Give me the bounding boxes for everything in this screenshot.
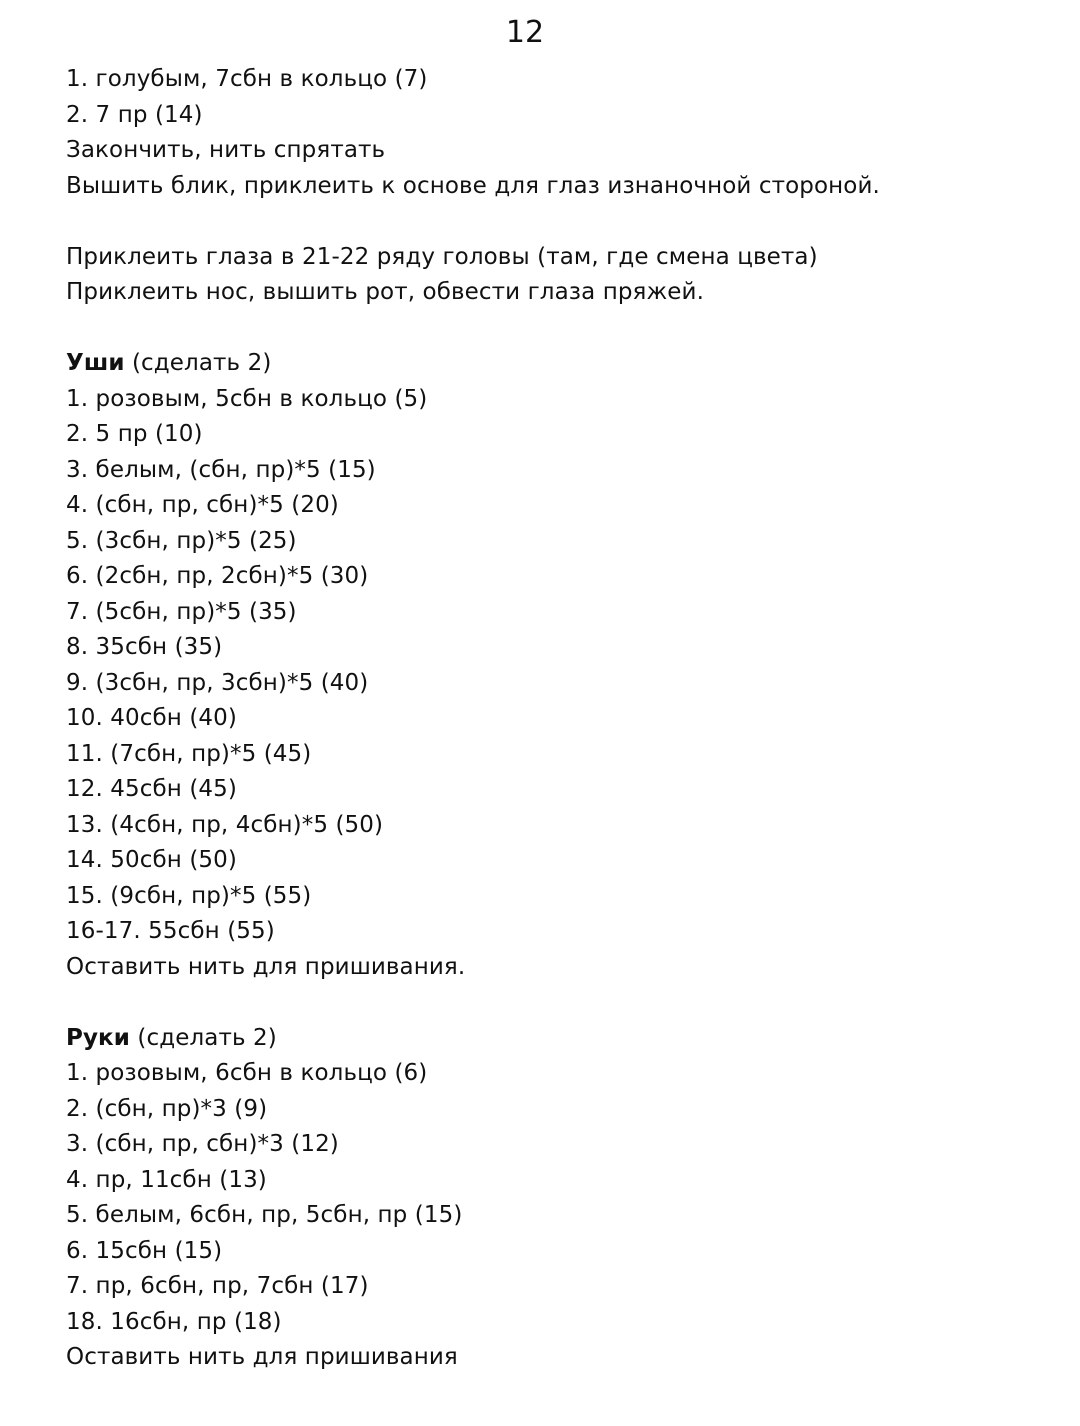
ears-row: 14. 50сбн (50) <box>66 847 237 873</box>
ears-row: 6. (2сбн, пр, 2сбн)*5 (30) <box>66 563 369 589</box>
arms-row: 4. пр, 11сбн (13) <box>66 1166 267 1193</box>
document-body <box>66 62 1046 1376</box>
eyes-finish-note: Закончить, нить спрятать <box>66 137 386 163</box>
spacer <box>66 985 1046 1021</box>
ears-row: 5. (3сбн, пр)*5 (25) <box>66 527 297 554</box>
ears-subtitle: (сделать 2) <box>124 350 272 376</box>
ears-row: 3. белым, (сбн, пр)*5 (15) <box>66 456 376 483</box>
assembly-line-eyes: Приклеить глаза в 21-22 ряду головы (там, где смена цвета) <box>66 243 818 270</box>
assembly-line-nose: Приклеить нос, вышить рот, обвести глаза пряжей. <box>66 279 705 305</box>
ears-section <box>66 346 1046 985</box>
arms-row: 18. 16сбн, пр (18) <box>66 1308 282 1335</box>
ears-row: 9. (3сбн, пр, 3сбн)*5 (40) <box>66 669 369 696</box>
spacer <box>66 311 1046 347</box>
arms-title: Руки <box>66 1024 130 1051</box>
ears-row: 8. 35сбн (35) <box>66 634 223 660</box>
arms-finish-note: Оставить нить для пришивания <box>66 1344 458 1370</box>
arms-heading <box>66 1021 1046 1057</box>
ears-row: 15. (9сбн, пр)*5 (55) <box>66 882 312 909</box>
eyes-row-1: 1. голубым, 7сбн в кольцо (7) <box>66 66 428 92</box>
arms-row: 1. розовым, 6сбн в кольцо (6) <box>66 1060 428 1086</box>
spacer <box>66 204 1046 240</box>
ears-row: 13. (4сбн, пр, 4сбн)*5 (50) <box>66 811 384 838</box>
eyes-highlight-note: Вышить блик, приклеить к основе для глаз изнаночной стороной. <box>66 172 880 199</box>
ears-title: Уши <box>66 350 125 376</box>
ears-row: 11. (7сбн, пр)*5 (45) <box>66 740 312 767</box>
arms-section <box>66 1021 1046 1376</box>
ears-row: 7. (5сбн, пр)*5 (35) <box>66 598 297 625</box>
arms-row: 3. (сбн, пр, сбн)*3 (12) <box>66 1131 339 1157</box>
ears-row: 12. 45сбн (45) <box>66 776 237 802</box>
ears-row: 10. 40сбн (40) <box>66 705 237 731</box>
ears-heading <box>66 346 1046 382</box>
arms-subtitle: (сделать 2) <box>129 1024 277 1051</box>
eyes-row-2: 2. 7 пр (14) <box>66 101 203 128</box>
assembly-instructions <box>66 240 1046 311</box>
ears-finish-note: Оставить нить для пришивания. <box>66 953 466 980</box>
arms-row: 6. 15сбн (15) <box>66 1237 223 1264</box>
page-number: 12 <box>505 15 545 50</box>
arms-row: 2. (сбн, пр)*3 (9) <box>66 1095 268 1122</box>
eyes-instructions <box>66 62 1046 204</box>
ears-row: 2. 5 пр (10) <box>66 421 203 447</box>
arms-row: 7. пр, 6сбн, пр, 7сбн (17) <box>66 1273 369 1299</box>
ears-row: 16-17. 55сбн (55) <box>66 918 275 944</box>
arms-row: 5. белым, 6сбн, пр, 5сбн, пр (15) <box>66 1202 463 1228</box>
ears-row: 1. розовым, 5сбн в кольцо (5) <box>66 385 428 412</box>
ears-row: 4. (сбн, пр, сбн)*5 (20) <box>66 492 339 518</box>
